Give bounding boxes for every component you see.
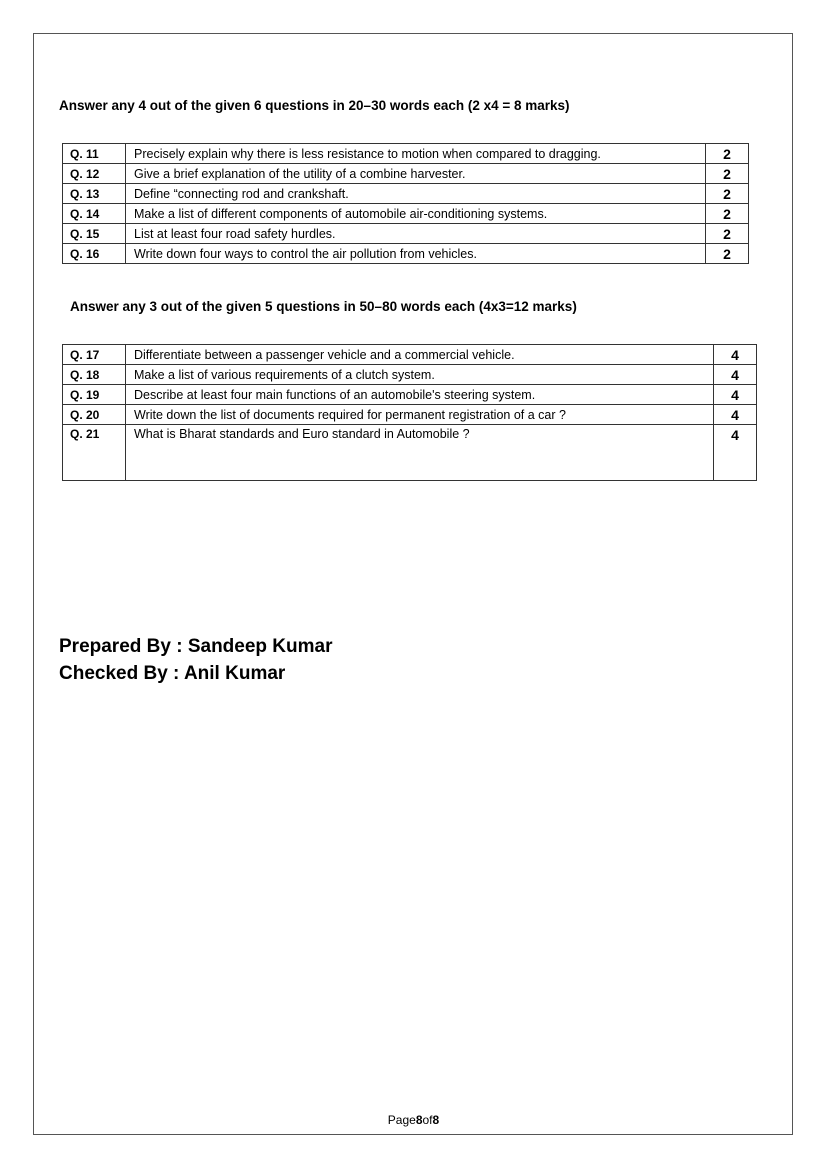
table-row [63, 385, 757, 405]
question-marks: 4 [714, 365, 757, 385]
section-1-questions-table [62, 143, 749, 264]
question-number: Q. 20 [63, 405, 126, 425]
question-marks: 2 [706, 144, 749, 164]
question-number: Q. 19 [63, 385, 126, 405]
question-text: Give a brief explanation of the utility of a combine harvester. [126, 164, 706, 184]
question-text: Define “connecting rod and crankshaft. [126, 184, 706, 204]
question-number: Q. 14 [63, 204, 126, 224]
question-marks: 2 [706, 164, 749, 184]
question-number: Q. 15 [63, 224, 126, 244]
question-text: List at least four road safety hurdles. [126, 224, 706, 244]
prepared-by: Prepared By : Sandeep Kumar [59, 636, 333, 657]
question-text: Write down four ways to control the air pollution from vehicles. [126, 244, 706, 264]
question-number: Q. 12 [63, 164, 126, 184]
question-number: Q. 17 [63, 345, 126, 365]
question-marks: 4 [714, 385, 757, 405]
question-text: Precisely explain why there is less resistance to motion when compared to dragging. [126, 144, 706, 164]
question-text: Write down the list of documents required for permanent registration of a car ? [126, 405, 714, 425]
question-text: Differentiate between a passenger vehicle and a commercial vehicle. [126, 345, 714, 365]
total-pages: 8 [432, 1113, 440, 1127]
question-text: Make a list of different components of automobile air-conditioning systems. [126, 204, 706, 224]
table-row [63, 204, 749, 224]
section-1-heading: Answer any 4 out of the given 6 questions in 20–30 words each (2 x4 = 8 marks) [59, 98, 570, 113]
table-row [63, 224, 749, 244]
question-marks: 2 [706, 184, 749, 204]
question-marks: 2 [706, 224, 749, 244]
table-row [63, 345, 757, 365]
question-number: Q. 11 [63, 144, 126, 164]
section-2-questions-table [62, 344, 757, 481]
question-number: Q. 21 [63, 425, 126, 481]
question-text: Make a list of various requirements of a clutch system. [126, 365, 714, 385]
page-label: Page [387, 1113, 416, 1127]
question-marks: 4 [714, 425, 757, 481]
table-row [63, 244, 749, 264]
question-marks: 4 [714, 405, 757, 425]
section-2-heading: Answer any 3 out of the given 5 questions in 50–80 words each (4x3=12 marks) [70, 299, 577, 314]
question-text: What is Bharat standards and Euro standard in Automobile ? [126, 425, 714, 481]
question-marks: 2 [706, 204, 749, 224]
table-row [63, 164, 749, 184]
page-number: 8 [415, 1113, 423, 1127]
question-marks: 4 [714, 345, 757, 365]
of-label: of [422, 1113, 433, 1127]
table-row [63, 144, 749, 164]
question-marks: 2 [706, 244, 749, 264]
table-row [63, 184, 749, 204]
question-text: Describe at least four main functions of an automobile's steering system. [126, 385, 714, 405]
table-row [63, 405, 757, 425]
page-footer [0, 1113, 827, 1127]
question-number: Q. 18 [63, 365, 126, 385]
table-row [63, 425, 757, 481]
table-row [63, 365, 757, 385]
question-number: Q. 16 [63, 244, 126, 264]
question-number: Q. 13 [63, 184, 126, 204]
checked-by: Checked By : Anil Kumar [59, 663, 286, 684]
